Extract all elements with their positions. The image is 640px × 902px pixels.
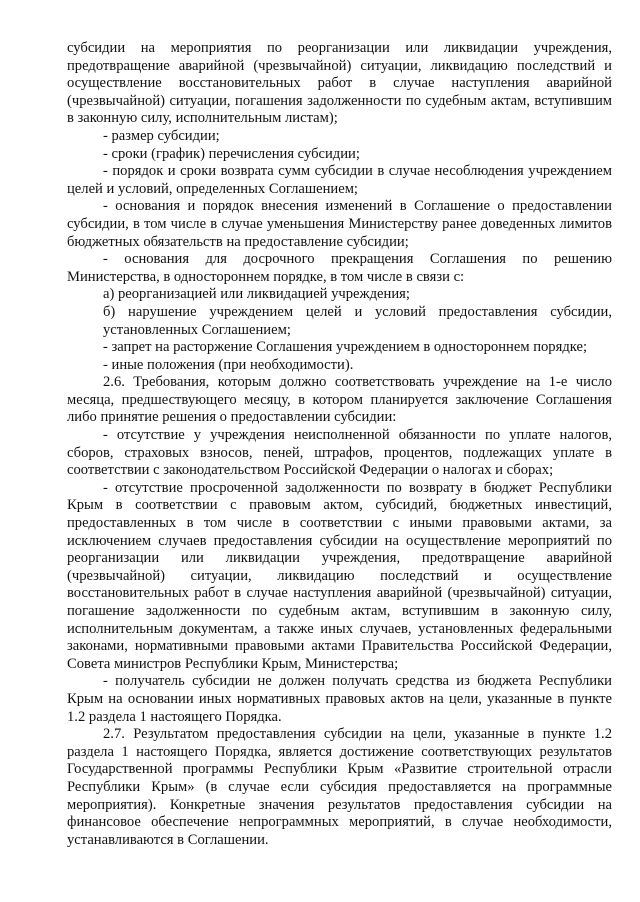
sub-item-a: а) реорганизацией или ликвидацией учреждения; [103, 286, 410, 303]
requirement-no-other-funds: - получатель субсидии не должен получать средства из бюджета Республики Крым на основании иных нормативных правовых актов на цели, указанные в пункте 1.2 раздела 1 настоящего Порядка. [67, 673, 612, 725]
list-item-subsidy-amount: - размер субсидии; [103, 127, 220, 144]
section-2-6-requirements: 2.6. Требования, которым должно соответствовать учреждение на 1-е число месяца, предшествующего месяцу, в котором планируется заключение Соглашения либо принятие решения о предоставлении субсидии: [67, 374, 612, 426]
list-item-termination-ban: - запрет на расторжение Соглашения учреждением в одностороннем порядке; [103, 339, 588, 356]
list-item-termination-grounds: - основания для досрочного прекращения Соглашения по решению Министерства, в одностороннем порядке, в том числе в связи с: [67, 251, 612, 285]
requirement-no-overdue-debt: - отсутствие просроченной задолженности по возврату в бюджет Республики Крым в соответствии с правовым актом, субсидий, бюджетных инвестиций, предоставленных в том числе в соответствии с иными правовыми актами, за исключением случаев предоставления субсидии на осуществление мероприятий по реорганизации или ликвидации учреждения, предотвращение аварийной (чрезвычайной) ситуации, ликвидацию последствий и осуществление восстановительных работ в случае наступления аварийной (чрезвычайной) ситуации, погашение задолженности по судебным актам, вступившим в законную силу, исполнительным документам, а также иных случаев, установленных федеральными законами, нормативными правовыми актами Правительства Российской Федерации, Совета министров Республики Крым, Министерства; [67, 479, 612, 672]
requirement-no-tax-debt: - отсутствие у учреждения неисполненной обязанности по уплате налогов, сборов, страховых взносов, пеней, штрафов, процентов, подлежащих уплате в соответствии с законодательством Российской Федерации о налогах и сборах; [67, 427, 612, 479]
sub-item-b: б) нарушение учреждением целей и условий предоставления субсидии, установленных Соглашением; [103, 303, 612, 338]
document-page [67, 40, 612, 849]
list-item-other-provisions: - иные положения (при необходимости). [103, 356, 354, 373]
paragraph-continuation: субсидии на мероприятия по реорганизации или ликвидации учреждения, предотвращение аварийной (чрезвычайной) ситуации, ликвидацию последствий и осуществление восстановительных работ в случае наступления аварийной (чрезвычайной) ситуации, погашения задолженности по судебным актам, вступившим в законную силу, исполнительным листам); [67, 40, 612, 127]
list-item-amendment-grounds: - основания и порядок внесения изменений в Соглашение о предоставлении субсидии, в том числе в случае уменьшения Министерству ранее доведенных лимитов бюджетных обязательств на предоставление субсидии; [67, 198, 612, 250]
list-item-refund-procedure: - порядок и сроки возврата сумм субсидии в случае несоблюдения учреждением целей и условий, определенных Соглашением; [67, 163, 612, 197]
section-2-7-result: 2.7. Результатом предоставления субсидии на цели, указанные в пункте 1.2 раздела 1 настоящего Порядка, является достижение соответствующих результатов Государственной программы Республики Крым «Развитие строительной отрасли Республики Крым» (в случае если субсидия предоставляется на программные мероприятия). Конкретные значения результатов предоставления субсидии на финансовое обеспечение непрограммных мероприятий, в случае необходимости, устанавливаются в Соглашении. [67, 726, 612, 848]
list-item-transfer-schedule: - сроки (график) перечисления субсидии; [103, 145, 360, 162]
